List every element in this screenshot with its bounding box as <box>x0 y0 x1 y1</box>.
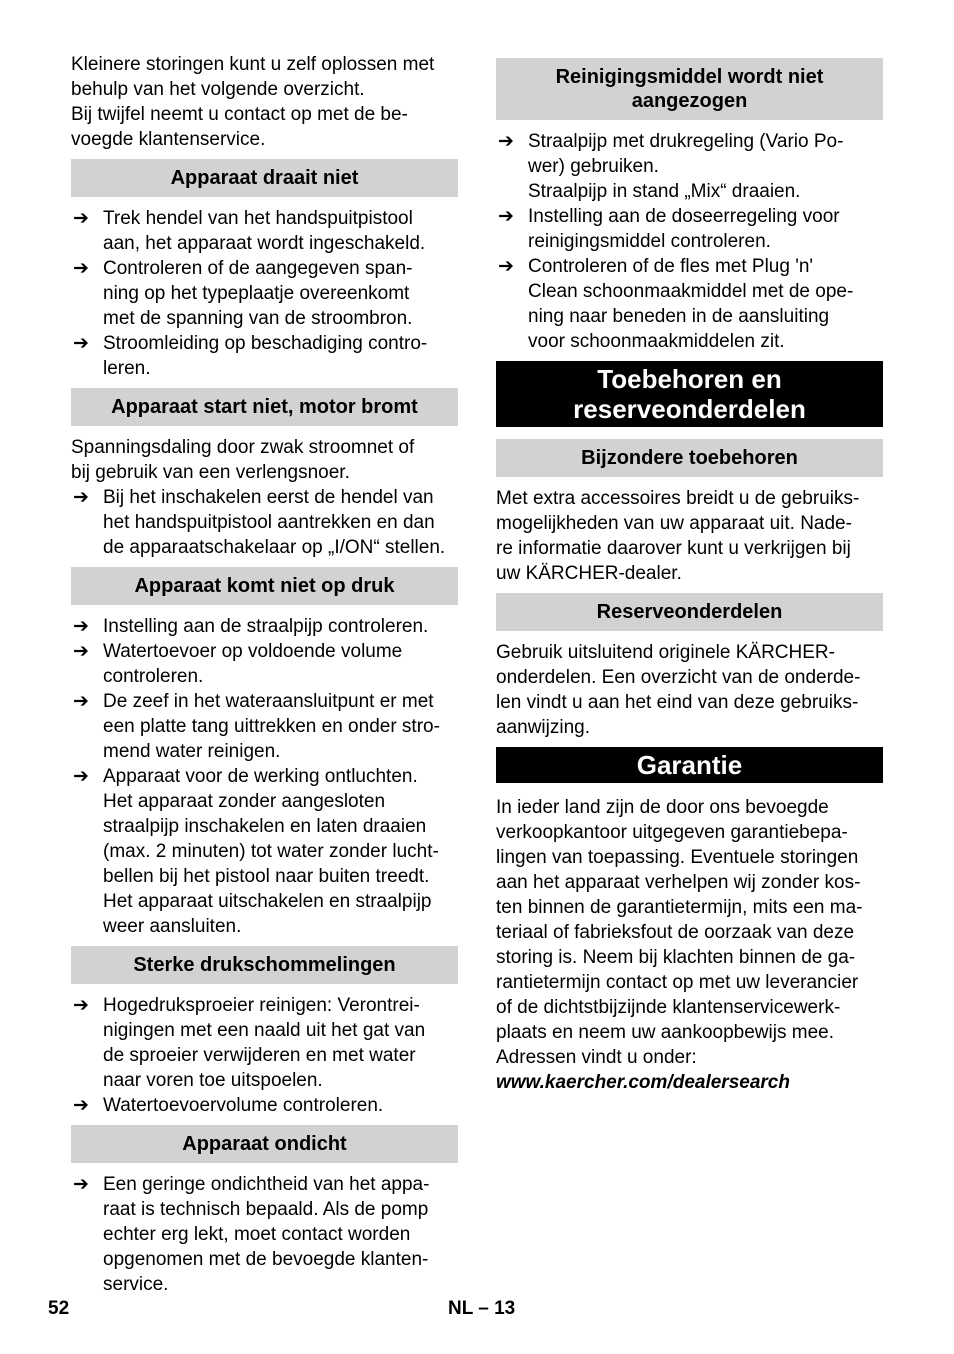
list-item: ➔ Watertoevoervolume controleren. <box>73 1095 384 1116</box>
arrow-icon: ➔ <box>73 616 89 637</box>
list-item: ➔ Stroomleiding op beschadiging contro- leren. <box>73 333 428 379</box>
arrow-icon: ➔ <box>73 333 89 354</box>
section-heading-apparaat-draait-niet: Apparaat draait niet <box>71 159 458 197</box>
section-heading-reinigingsmiddel: Reinigingsmiddel wordt niet aangezogen <box>496 58 883 120</box>
bullet-list <box>71 1172 458 1297</box>
bullet-list <box>71 485 458 560</box>
section-text: Gebruik uitsluitend originele KÄRCHER- onderdelen. Een overzicht van de onderde- len vindt u aan het eind van deze gebruiks- aanwijzing. <box>496 642 861 738</box>
section-heading-reserveonderdelen: Reserveonderdelen <box>496 593 883 631</box>
arrow-icon: ➔ <box>498 131 514 152</box>
arrow-icon: ➔ <box>73 258 89 279</box>
list-item: ➔ Watertoevoer op voldoende volume controleren. <box>73 641 403 687</box>
list-item: ➔ Controleren of de fles met Plug 'n' Clean schoonmaakmiddel met de ope- ning naar beneden in de aansluiting voor schoonmaakmiddelen zit. <box>498 256 854 352</box>
dealer-link[interactable]: www.kaercher.com/dealersearch <box>496 1072 790 1093</box>
list-item: ➔ Apparaat voor de werking ontluchten. Het apparaat zonder aangesloten straalpijp inschakelen en laten draaien (max. 2 minuten) tot water zonder lucht- bellen bij het pistool naar buiten treedt. Het apparaat uitschakelen en straalpijp weer aansluiten. <box>73 766 439 937</box>
arrow-icon: ➔ <box>73 1095 89 1116</box>
arrow-icon: ➔ <box>498 206 514 227</box>
list-item: ➔ Hogedruksproeier reinigen: Verontrei- nigingen met een naald uit het gat van de sproeier verwijderen en met water naar voren toe uitspoelen. <box>73 995 426 1091</box>
list-item: ➔ Straalpijp met drukregeling (Vario Po- wer) gebruiken. Straalpijp in stand „Mix“ draaien. <box>498 131 844 202</box>
arrow-icon: ➔ <box>73 1174 89 1195</box>
bullet-list <box>71 206 458 381</box>
page-number: 52 <box>48 1298 70 1319</box>
list-item: ➔ Trek hendel van het handspuitpistool aan, het apparaat wordt ingeschakeld. <box>73 208 426 254</box>
arrow-icon: ➔ <box>73 766 89 787</box>
list-item: ➔ Controleren of de aangegeven span- ning op het typeplaatje overeenkomt met de spanning van de stroombron. <box>73 258 413 329</box>
chapter-heading-garantie: Garantie <box>496 747 883 783</box>
section-text: Met extra accessoires breidt u de gebruiks- mogelijkheden van uw apparaat uit. Nade- re informatie daarover kunt u verkrijgen bij uw KÄRCHER-dealer. <box>496 488 860 584</box>
left-column <box>71 52 458 1297</box>
section-heading-apparaat-start-niet: Apparaat start niet, motor bromt <box>71 388 458 426</box>
bullet-list <box>496 129 883 354</box>
section-heading-bijzondere-toebehoren: Bijzondere toebehoren <box>496 439 883 477</box>
language-page-label: NL – 13 <box>448 1298 516 1319</box>
arrow-icon: ➔ <box>73 995 89 1016</box>
section-heading-sterke-drukschommelingen: Sterke drukschommelingen <box>71 946 458 984</box>
section-text: Spanningsdaling door zwak stroomnet of bij gebruik van een verlengsnoer. <box>71 437 415 483</box>
list-item: ➔ Instelling aan de doseerregeling voor reinigingsmiddel controleren. <box>498 206 840 252</box>
chapter-heading-toebehoren: Toebehoren en reserveonderdelen <box>496 361 883 427</box>
list-item: ➔ Een geringe ondichtheid van het appa- raat is technisch bepaald. Als de pomp echter erg lekt, moet contact worden opgenomen met de bevoegde klanten- service. <box>73 1174 430 1295</box>
warranty-text: In ieder land zijn de door ons bevoegde verkoopkantoor uitgegeven garantiebepa- lingen van toepassing. Eventuele storingen aan het apparaat verhelpen wij zonder kos- ten binnen de garantietermijn, mits een ma- teriaal of fabrieksfout de oorzaak van deze storing is. Neem bij klachten binnen de ga- rantietermijn contact op met uw leverancier of de dichtstbijzijnde klantenservicewerk- plaats en neem uw aankoopbewijs mee. Adressen vindt u onder: <box>496 797 863 1068</box>
right-column <box>496 52 883 1095</box>
bullet-list <box>71 993 458 1118</box>
bullet-list <box>71 614 458 939</box>
arrow-icon: ➔ <box>73 487 89 508</box>
list-item: ➔ De zeef in het wateraansluitpunt er met een platte tang uittrekken en onder stro- mend water reinigen. <box>73 691 440 762</box>
intro-text: Kleinere storingen kunt u zelf oplossen met behulp van het volgende overzicht. Bij twijfel neemt u contact op met de be- voegde klantenservice. <box>71 54 435 150</box>
section-heading-apparaat-komt-niet-op-druk: Apparaat komt niet op druk <box>71 567 458 605</box>
arrow-icon: ➔ <box>73 208 89 229</box>
arrow-icon: ➔ <box>73 691 89 712</box>
list-item: ➔ Instelling aan de straalpijp controleren. <box>73 616 429 637</box>
arrow-icon: ➔ <box>498 256 514 277</box>
section-heading-apparaat-ondicht: Apparaat ondicht <box>71 1125 458 1163</box>
arrow-icon: ➔ <box>73 641 89 662</box>
list-item: ➔ Bij het inschakelen eerst de hendel van het handspuitpistool aantrekken en dan de apparaatschakelaar op „I/ON“ stellen. <box>73 487 446 558</box>
